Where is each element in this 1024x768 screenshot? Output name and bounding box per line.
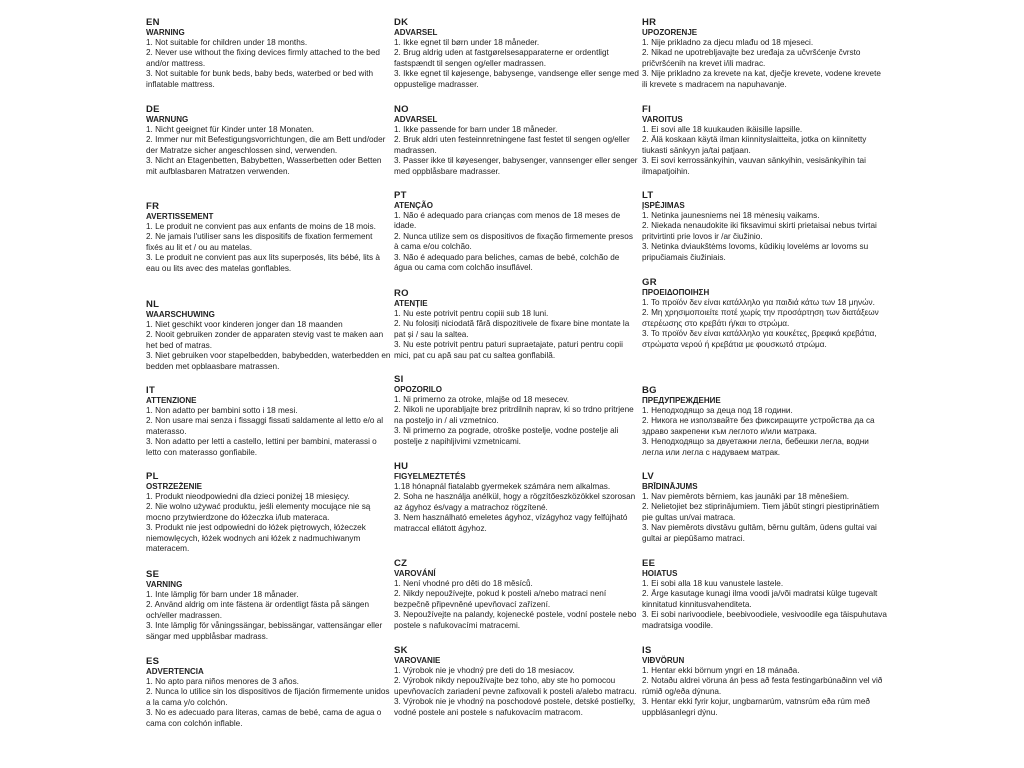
- language-code: IT: [146, 385, 156, 396]
- warning-block-ro: [394, 288, 639, 361]
- warning-heading: UPOZORENJE: [642, 28, 698, 37]
- warning-block-se: [146, 569, 391, 642]
- warning-heading: ПРЕДУПРЕЖДЕНИЕ: [642, 396, 721, 405]
- warning-text: 1. Výrobok nie je vhodný pre deti do 18 mesiacov. 2. Výrobok nikdy nepoužívajte bez toho, aby ste ho pomocou upevňovacích zariadení pevne zafixovali k posteli a/alebo matracu. 3. Výrobok nie je vhodný na poschodové postele, detské postieľky, vodné postele ani postele s nafukovacím matracom.: [394, 666, 637, 717]
- warning-text: 1. Ikke egnet til børn under 18 måneder. 2. Brug aldrig uden at fastgørelsesapparaterne er ordentligt fastspændt til sengen og/eller madrassen. 3. Ikke egnet til køjesenge, babysenge, vandsenge eller senge med oppustelige madrasser.: [394, 38, 639, 89]
- warning-block-si: [394, 374, 639, 447]
- warning-block-dk: [394, 17, 639, 90]
- warning-block-nl: [146, 299, 391, 372]
- warning-heading: WARNUNG: [146, 115, 189, 124]
- language-code: FI: [642, 104, 652, 115]
- warning-block-fi: [642, 104, 887, 177]
- language-code: NO: [394, 104, 409, 115]
- warning-block-lv: [642, 471, 887, 544]
- warning-text: 1. Netinka jaunesniems nei 18 mėnesių vaikams. 2. Niekada nenaudokite iki fiksavimui skirti prietaisai nebus tvirtai pritvirtinti prie lovos ir /ar čiužinio. 3. Netinka dviaukštėms lovoms, kūdikių lovelėms ar lovoms su pripučiamais čiužiniais.: [642, 211, 877, 262]
- warning-text: 1. Není vhodné pro děti do 18 měsíců. 2. Nikdy nepoužívejte, pokud k posteli a/nebo matraci není bezpečně připevněné upevňovací zařízení. 3. Nepoužívejte na palandy, kojenecké postele, vodní postele nebo postele s nafukovacími matracemi.: [394, 579, 637, 630]
- language-code: HR: [642, 17, 657, 28]
- language-code: PL: [146, 471, 159, 482]
- language-code: SK: [394, 645, 408, 656]
- warning-text: 1. Nu este potrivit pentru copiii sub 18 luni. 2. Nu folosiți niciodată fără dispozitivele de fixare bine montate la pat și / sau la saltea. 3. Nu este potrivit pentru paturi supraetajate, paturi pentru copii mici, pat cu apă sau pat cu saltea gonflabilă.: [394, 309, 630, 360]
- language-code: LT: [642, 190, 654, 201]
- warning-block-en: [146, 17, 391, 90]
- warning-text: 1. Non adatto per bambini sotto i 18 mesi. 2. Non usare mai senza i fissaggi fissati saldamente al letto e/o al materasso. 3. Non adatto per letti a castello, lettini per bambini, materassi o letto con materasso gonfiabile.: [146, 406, 384, 457]
- warning-heading: ATENȚIE: [394, 299, 428, 308]
- warning-block-sk: [394, 645, 639, 718]
- warning-heading: VAROITUS: [642, 115, 683, 124]
- warning-block-no: [394, 104, 639, 177]
- warning-block-gr: [642, 277, 887, 350]
- language-code: IS: [642, 645, 652, 656]
- language-code: NL: [146, 299, 160, 310]
- warning-text: 1.18 hónapnál fiatalabb gyermekek számára nem alkalmas. 2. Soha ne használja anélkül, hogy a rögzítőeszközökkel szorosan az ágyhoz és/vagy a matrachoz rögzítené. 3. Nem használható emeletes ágyhoz, vízágyhoz vagy felfújható matraccal ellátott ágyhoz.: [394, 482, 636, 533]
- warning-heading: FIGYELMEZTETÉS: [394, 472, 466, 481]
- language-code: EE: [642, 558, 656, 569]
- language-code: CZ: [394, 558, 408, 569]
- warning-heading: OSTRZEŻENIE: [146, 482, 203, 491]
- warning-heading: ΠΡΟΕΙΔΟΠΟΙΗΣΗ: [642, 288, 710, 297]
- warning-text: 1. Неподходящо за деца под 18 години. 2. Никога не използвайте без фиксиращите устройства да са здраво закрепени към леглото и/или матрака. 3. Неподходящо за двуетажни легла, бебешки легла, водни легла или легла с надуваем матрак.: [642, 406, 875, 457]
- warning-text: 1. Ni primerno za otroke, mlajše od 18 mesecev. 2. Nikoli ne uporabljajte brez pritrdilnih naprav, ki so trdno pritrjene na posteljo in / ali vzmetnico. 3. Ni primerno za pograde, otroške postelje, vodne postelje ali postelje z napihljivimi vzmetnicami.: [394, 395, 634, 446]
- warning-heading: HOIATUS: [642, 569, 678, 578]
- warning-text: 1. Nije prikladno za djecu mlađu od 18 mjeseci. 2. Nikad ne upotrebljavajte bez uređaja za učvršćenje čvrsto pričvršćenih na krevet i/ili madrac. 3. Nije prikladno za krevete na kat, dječje krevete, vodene krevete ili krevete s madracem na napuhavanje.: [642, 38, 881, 89]
- warning-heading: WARNING: [146, 28, 185, 37]
- warning-text: 1. No apto para niños menores de 3 años. 2. Nunca lo utilice sin los dispositivos de fijación firmemente unidos a la cama y/o colchón. 3. No es adecuado para literas, camas de bebé, cama de agua o cama con colchón inflable.: [146, 677, 390, 728]
- language-code: FR: [146, 201, 160, 212]
- language-code: LV: [642, 471, 655, 482]
- language-code: HU: [394, 461, 409, 472]
- warning-text: 1. Ei sovi alle 18 kuukauden ikäisille lapsille. 2. Älä koskaan käytä ilman kiinnityslaitteita, jotka on kiinnitetty tiukasti sänkyyn ja/tai patjaan. 3. Ei sovi kerrossänkyihin, vauvan sänkyihin, vesisänkyihin tai ilmapatjoihin.: [642, 125, 867, 176]
- warning-heading: ADVARSEL: [394, 28, 438, 37]
- warning-heading: AVERTISSEMENT: [146, 212, 214, 221]
- warning-block-cz: [394, 558, 639, 631]
- warning-text: 1. Nicht geeignet für Kinder unter 18 Monaten. 2. Immer nur mit Befestigungsvorrichtungen, die am Bett und/oder der Matratze sicher angeschlossen sind, verwenden. 3. Nicht an Etagenbetten, Babybetten, Wasserbetten oder Betten mit aufblasbaren Matratzen verwenden.: [146, 125, 386, 176]
- warning-block-fr: [146, 201, 391, 274]
- warning-block-is: [642, 645, 887, 718]
- warning-heading: BRĪDINĀJUMS: [642, 482, 698, 491]
- warning-text: 1. Το προϊόν δεν είναι κατάλληλο για παιδιά κάτω των 18 μηνών. 2. Μη χρησιμοποιείτε ποτέ χωρίς την προσάρτηση των διατάξεων στερέωσης στο κρεβάτι ή/και το στρώμα. 3. Το προϊόν δεν είναι κατάλληλο για κουκέτες, βρεφικά κρεβάτια, στρώματα νερού ή κρεβάτια με φουσκωτό στρώμα.: [642, 298, 879, 349]
- warning-block-hr: [642, 17, 887, 90]
- warning-block-hu: [394, 461, 639, 534]
- warning-heading: WAARSCHUWING: [146, 310, 215, 319]
- warning-heading: VARNING: [146, 580, 183, 589]
- language-code: GR: [642, 277, 657, 288]
- warning-block-it: [146, 385, 391, 458]
- warning-block-pt: [394, 190, 639, 273]
- language-code: SE: [146, 569, 160, 580]
- warning-block-lt: [642, 190, 887, 263]
- warning-text: 1. Não é adequado para crianças com menos de 18 meses de idade. 2. Nunca utilize sem os dispositivos de fixação firmemente presos à cama e/ou colchão. 3. Não é adequado para beliches, camas de bebé, colchão de água ou cama com colchão insuflável.: [394, 211, 633, 273]
- warning-text: 1. Ikke passende for barn under 18 måneder. 2. Bruk aldri uten festeinnretningene fast festet til sengen og/eller madrassen. 3. Passer ikke til køyesenger, babysenger, vannsenger eller senger med oppblåsbare madrasser.: [394, 125, 638, 176]
- warning-heading: ATENÇÃO: [394, 201, 433, 210]
- language-code: ES: [146, 656, 160, 667]
- warning-text: 1. Hentar ekki börnum yngri en 18 mánaða. 2. Notaðu aldrei vöruna án þess að festa festingarbúnaðinn vel við rúmið og/eða dýnuna. 3. Hentar ekki fyrir kojur, ungbarnarúm, vatnsrúm eða rúm með uppblásanlegri dýnu.: [642, 666, 883, 717]
- warning-block-ee: [642, 558, 887, 631]
- warning-heading: ADVARSEL: [394, 115, 438, 124]
- language-code: EN: [146, 17, 160, 28]
- warning-heading: ADVERTENCIA: [146, 667, 204, 676]
- warning-text: 1. Le produit ne convient pas aux enfants de moins de 18 mois. 2. Ne jamais l'utiliser sans les dispositifs de fixation fermement fixés au lit et / ou au matelas. 3. Le produit ne convient pas aux lits superposés, lits bébé, lits à eau ou lits avec des matelas gonflables.: [146, 222, 380, 273]
- warning-heading: ATTENZIONE: [146, 396, 197, 405]
- warning-text: 1. Inte lämplig för barn under 18 månader. 2. Använd aldrig om inte fästena är ordentligt fästa på sängen och/eller madrassen. 3. Inte lämplig för våningssängar, bebissängar, vattensängar eller sängar med uppblåsbar madrass.: [146, 590, 383, 641]
- language-code: BG: [642, 385, 657, 396]
- warning-heading: VAROVANIE: [394, 656, 441, 665]
- language-code: DK: [394, 17, 409, 28]
- warning-text: 1. Produkt nieodpowiedni dla dzieci poniżej 18 miesięcy. 2. Nie wolno używać produktu, jeśli elementy mocujące nie są mocno przytwierdzone do łóżeczka i/lub materaca. 3. Produkt nie jest odpowiedni do łóżek piętrowych, łóżeczek niemowlęcych, łóżek wodnych ani łóżek z nadmuchiwanym materacem.: [146, 492, 371, 554]
- warning-heading: OPOZORILO: [394, 385, 442, 394]
- warning-heading: VAROVÁNÍ: [394, 569, 436, 578]
- warning-block-pl: [146, 471, 391, 554]
- warning-heading: ĮSPĖJIMAS: [642, 201, 685, 210]
- language-code: SI: [394, 374, 404, 385]
- warning-block-de: [146, 104, 391, 177]
- language-code: PT: [394, 190, 407, 201]
- warning-text: 1. Nav piemērots bērniem, kas jaunāki par 18 mēnešiem. 2. Nelietojiet bez stiprinājumiem. Tiem jābūt stingri piestiprinātiem pie gultas un/vai matraca. 3. Nav piemērots divstāvu gultām, bērnu gultām, ūdens gultai vai gultai ar piepūšamo matraci.: [642, 492, 880, 543]
- warning-block-es: [146, 656, 391, 729]
- warning-block-bg: [642, 385, 887, 458]
- warning-text: 1. Ei sobi alla 18 kuu vanustele lastele. 2. Ärge kasutage kunagi ilma voodi ja/või madratsi külge tugevalt kinnitatud kinnitusvahenditeta. 3. Ei sobi narivoodiele, beebivoodiele, vesivoodile ega täispuhutava madratsiga voodile.: [642, 579, 887, 630]
- warning-text: 1. Not suitable for children under 18 months. 2. Never use without the fixing devices firmly attached to the bed and/or mattress. 3. Not suitable for bunk beds, baby beds, waterbed or bed with inflatable mattress.: [146, 38, 380, 89]
- language-code: DE: [146, 104, 160, 115]
- warning-heading: VIÐVÖRUN: [642, 656, 685, 665]
- language-code: RO: [394, 288, 409, 299]
- warning-text: 1. Niet geschikt voor kinderen jonger dan 18 maanden 2. Nooit gebruiken zonder de apparaten stevig vast te maken aan het bed of matras. 3. Niet gebruiken voor stapelbedden, babybedden, waterbedden en bedden met opblaasbare matrassen.: [146, 320, 391, 371]
